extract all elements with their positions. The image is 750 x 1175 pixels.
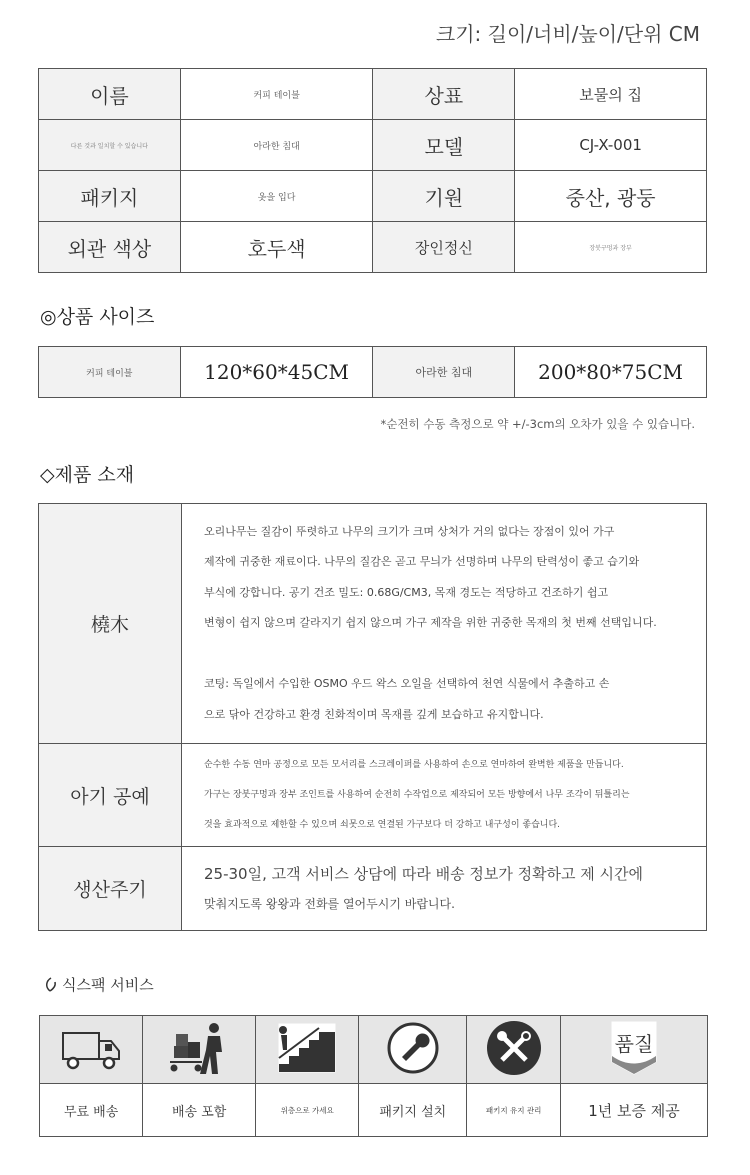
craft-desc-line: 것을 효과적으로 제한할 수 있으며 쇠못으로 연결된 가구보다 더 강하고 내구성이 좋습니다. (204, 820, 561, 830)
spec-value: CJ-X-001 (515, 120, 707, 171)
service-label: 패키지 설치 (359, 1084, 467, 1137)
spec-value: 아라한 침대 (180, 120, 373, 171)
wood-desc-line: 으로 닦아 건강하고 환경 친화적이며 목재를 깊게 보습하고 유지합니다. (204, 707, 544, 721)
material-table (38, 503, 707, 931)
wood-desc-line: 제작에 귀중한 재료이다. 나무의 질감은 곧고 무늬가 선명하며 나무의 탄력성이 좋고 습기와 (204, 555, 640, 569)
service-icon-cell (143, 1016, 256, 1084)
wood-desc-line: 코팅: 독일에서 수입한 OSMO 우드 왁스 오일을 선택하여 천연 식물에서 추출하고 손 (204, 677, 610, 691)
quality-badge-text: 품질 (614, 1031, 654, 1056)
service-icon-cell (40, 1016, 143, 1084)
size-item-value: 200*80*75CM (515, 347, 707, 398)
tools-icon (485, 1062, 543, 1081)
spec-key: 이름 (39, 69, 181, 120)
wood-desc-line: 변형이 쉽지 않으며 갈라지기 쉽지 않으며 가구 제작을 위한 귀중한 목재의 첫 번째 선택입니다. (204, 616, 657, 630)
service-icon-cell (467, 1016, 561, 1084)
spec-key: 외관 색상 (39, 222, 181, 273)
spec-table (38, 68, 707, 273)
material-title: ◇제품 소재 (40, 464, 135, 486)
services-header (44, 974, 154, 995)
period-line-1: 25-30일, 고객 서비스 상담에 따라 배송 정보가 정확하고 제 시간에 (204, 864, 644, 883)
delivery-person-icon (164, 1061, 234, 1080)
craft-desc-line: 순수한 수동 연마 공정으로 모든 모서리를 스크레이퍼를 사용하여 손으로 연마하여 완벽한 제품을 만듭니다. (204, 760, 624, 770)
material-desc-period (182, 847, 707, 931)
wood-desc-line: 부식에 강합니다. 공기 건조 밀도: 0.68G/CM3, 목재 경도는 적당하고 건조하기 쉽고 (204, 585, 609, 599)
service-label: 패키지 유지 관리 (467, 1084, 561, 1137)
spec-value: 보물의 집 (515, 69, 707, 120)
wood-desc-line (204, 639, 686, 670)
service-icon-cell (560, 1016, 707, 1084)
material-label-wood: 橈木 (39, 504, 182, 744)
measurement-note: *순전히 수동 측정으로 약 +/-3cm의 오차가 있을 수 있습니다. (380, 417, 695, 431)
spec-value: 커피 테이블 (180, 69, 373, 120)
leaf-icon (44, 977, 58, 993)
spec-key: 장인정신 (373, 222, 515, 273)
wood-desc-line: 오리나무는 질감이 뚜렷하고 나무의 크기가 크며 상처가 거의 없다는 장점이 있어 가구 (204, 524, 615, 538)
size-table (38, 346, 707, 398)
spec-key: 기원 (373, 171, 515, 222)
material-desc-wood (182, 504, 707, 744)
craft-desc-line: 가구는 장붓구멍과 장부 조인트를 사용하여 순전히 수작업으로 제작되어 모든 방향에서 나무 조각이 뒤틀리는 (204, 790, 630, 800)
service-icon-cell (359, 1016, 467, 1084)
spec-key: 상표 (373, 69, 515, 120)
spec-value: 옷을 입다 (180, 171, 373, 222)
service-icon-cell (256, 1016, 359, 1084)
material-label-period: 생산주기 (39, 847, 182, 931)
size-item-name: 아라한 침대 (373, 347, 515, 398)
product-size-title: ◎상품 사이즈 (40, 306, 155, 328)
spec-value: 장붓구멍과 장부 (515, 222, 707, 273)
spec-key: 모델 (373, 120, 515, 171)
service-label: 1년 보증 제공 (560, 1084, 707, 1137)
material-desc-craft (182, 744, 707, 847)
services-table (39, 1015, 708, 1137)
period-line-2: 맞춰지도록 왕왕과 전화를 열어두시기 바랍니다. (204, 896, 455, 911)
services-title: 식스팩 서비스 (62, 976, 154, 994)
size-note: 크기: 길이/너비/높이/단위 CM (435, 22, 700, 46)
material-label-craft: 아기 공예 (39, 744, 182, 847)
spec-key: 패키지 (39, 171, 181, 222)
truck-icon (59, 1056, 123, 1075)
wrench-icon (386, 1060, 440, 1079)
spec-value: 호두색 (180, 222, 373, 273)
spec-key: 다른 것과 일치할 수 있습니다 (39, 120, 181, 171)
service-label: 위층으로 가세요 (256, 1084, 359, 1137)
service-label: 배송 포함 (143, 1084, 256, 1137)
size-item-name: 커피 테이블 (39, 347, 181, 398)
size-item-value: 120*60*45CM (180, 347, 373, 398)
service-label: 무료 배송 (40, 1084, 143, 1137)
stairs-icon (275, 1061, 339, 1080)
spec-value: 중산, 광둥 (515, 171, 707, 222)
